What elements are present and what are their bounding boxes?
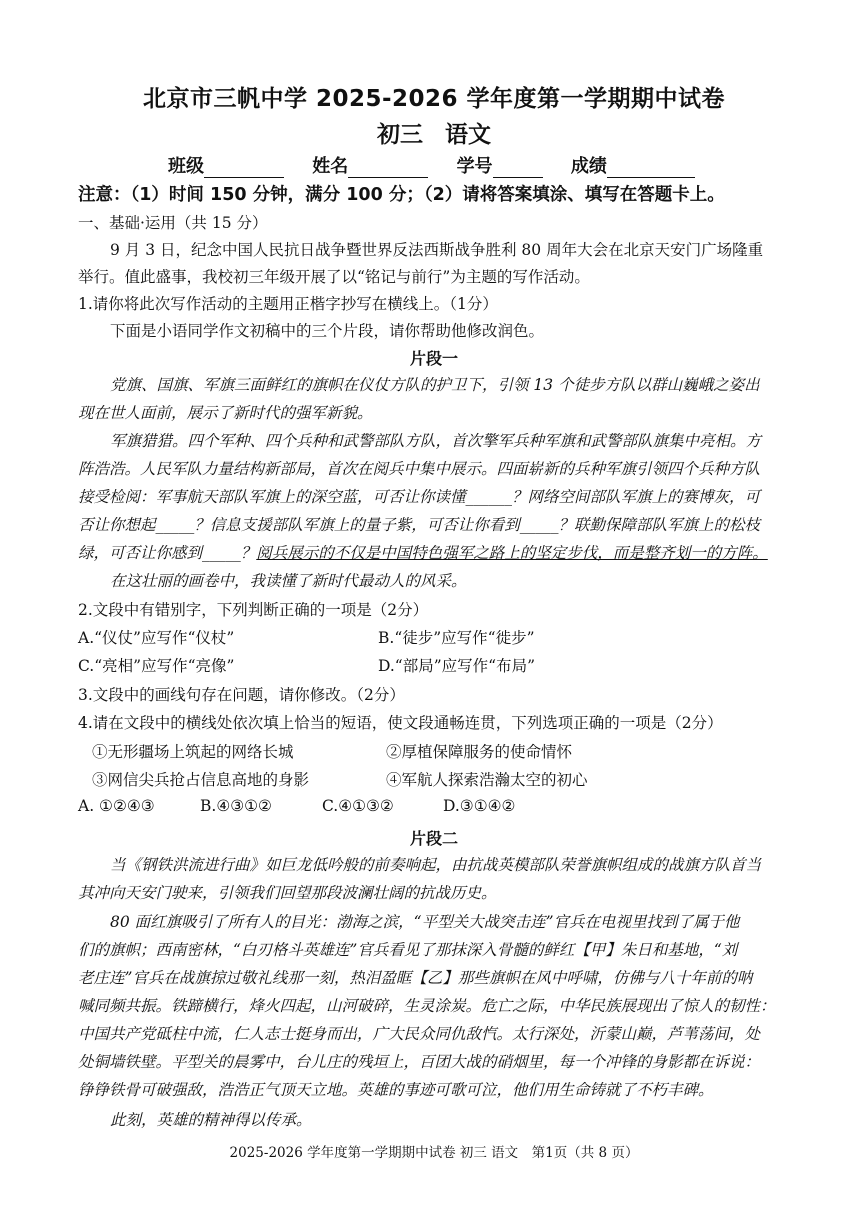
name-blank[interactable] — [348, 159, 428, 178]
q4-item-2: ②厚植保障服务的使命情怀 — [386, 743, 573, 761]
fragment-2-line: 其冲向天安门驶来，引领我们回望那段波澜壮阔的抗战历史。 — [78, 884, 497, 902]
q4-option-b[interactable]: B.④③①② — [200, 797, 272, 815]
exam-notice: 注意：（1）时间 150 分钟，满分 100 分；（2）请将答案填涂、填写在答题卡上。 — [78, 185, 725, 205]
fragment-1-line: 否让你想起_____？信息支援部队军旗上的量子紫，可否让你看到_____？联勤保障部队军旗上的松枝 — [78, 516, 761, 534]
question-1-note: 下面是小语同学作文初稿中的三个片段，请你帮助他修改润色。 — [110, 322, 545, 340]
fragment-2-heading: 片段二 — [409, 829, 458, 848]
fragment-1-line: 在这壮丽的画卷中，我读懂了新时代最动人的风采。 — [110, 572, 467, 590]
score-blank[interactable] — [607, 159, 695, 178]
score-label: 成绩 — [570, 156, 607, 177]
student-info-row — [168, 152, 717, 178]
q4-item-1: ①无形疆场上筑起的网络长城 — [92, 743, 294, 761]
fragment-2-line: 此刻，英雄的精神得以传承。 — [110, 1111, 312, 1129]
page-footer: 2025-2026 学年度第一学期期中试卷 初三 语文 第1页（共 8 页） — [229, 1145, 639, 1161]
fragment-2-line: 们的旗帜；西南密林，“白刃格斗英雄连”官兵看见了那抹深入骨髓的鲜红【甲】朱日和基地，“刘 — [78, 941, 738, 959]
intro-line-2: 举行。值此盛事，我校初三年级开展了以“铭记与前行”为主题的写作活动。 — [78, 268, 590, 286]
class-blank[interactable] — [204, 159, 284, 178]
q2-option-d[interactable]: D.“部局”应写作“布局” — [378, 657, 535, 675]
fragment-1-line: 接受检阅：军事航天部队军旗上的深空蓝，可否让你读懂______？网络空间部队军旗上的赛博灰，可 — [78, 488, 761, 506]
q4-item-4: ④军航人探索浩瀚太空的初心 — [386, 771, 588, 789]
q4-option-a[interactable]: A. ①②④③ — [78, 797, 155, 815]
score-field[interactable] — [571, 156, 695, 177]
fragment-1-line: 现在世人面前，展示了新时代的强军新貌。 — [78, 404, 373, 422]
name-field[interactable] — [312, 156, 428, 177]
question-2: 2.文段中有错别字，下列判断正确的一项是（2分） — [78, 601, 429, 619]
fragment-2-line: 当《钢铁洪流进行曲》如巨龙低吟般的前奏响起，由抗战英模部队荣誉旗帜组成的战旗方队首当 — [110, 856, 762, 874]
question-4: 4.请在文段中的横线处依次填上恰当的短语，使文段通畅连贯，下列选项正确的一项是（2分） — [78, 714, 723, 732]
question-1: 1.请你将此次写作活动的主题用正楷字抄写在横线上。（1分） — [78, 295, 498, 313]
class-field[interactable] — [168, 156, 284, 177]
name-label: 姓名 — [312, 156, 349, 177]
q4-option-c[interactable]: C.④①③② — [322, 797, 394, 815]
question-3: 3.文段中的画线句存在问题，请你修改。（2分） — [78, 686, 405, 704]
fragment-1-line: 阵浩浩。人民军队力量结构新部局，首次在阅兵中集中展示。四面崭新的兵种军旗引领四个兵种方队 — [78, 460, 761, 478]
underlined-sentence: 阅兵展示的不仅是中国特色强军之路上的坚定步伐，而是整齐划一的方阵。 — [256, 544, 768, 562]
q2-option-a[interactable]: A.“仪仗”应写作“仪杖” — [78, 629, 235, 647]
section-heading: 一、基础·运用（共 15 分） — [78, 214, 268, 232]
student-id-field[interactable] — [457, 156, 543, 177]
student-id-blank[interactable] — [493, 159, 543, 178]
class-label: 班级 — [168, 156, 204, 177]
fragment-1-line: 军旗猎猎。四个军种、四个兵种和武警部队方队，首次擎军兵种军旗和武警部队旗集中亮相。方 — [110, 432, 762, 450]
fragment-1-heading: 片段一 — [409, 349, 458, 368]
fragment-2-line: 中国共产党砥柱中流，仁人志士挺身而出，广大民众同仇敌忾。太行深处，沂蒙山巅，芦苇荡间，处 — [78, 1025, 761, 1043]
intro-line-1: 9 月 3 日，纪念中国人民抗日战争暨世界反法西斯战争胜利 80 周年大会在北京天安门广场隆重 — [110, 241, 764, 259]
fragment-2-line: 铮铮铁骨可破强敌，浩浩正气顶天立地。英雄的事迹可歌可泣，他们用生命铸就了不朽丰碑。 — [78, 1081, 714, 1099]
q4-option-d[interactable]: D.③①④② — [443, 797, 516, 815]
fragment-2-line: 处铜墙铁壁。平型关的晨雾中，台儿庄的残垣上，百团大战的硝烟里，每一个冲锋的身影都在诉说： — [78, 1053, 761, 1071]
fragment-2-line: 80 面红旗吸引了所有人的目光：渤海之滨，“平型关大战突击连”官兵在电视里找到了属于他 — [110, 913, 740, 931]
q2-option-b[interactable]: B.“徒步”应写作“徙步” — [378, 629, 535, 647]
fragment-1-line: 党旗、国旗、军旗三面鲜红的旗帜在仪仗方队的护卫下，引领 13 个徒步方队以群山巍峨之姿出 — [110, 376, 760, 394]
q4-item-3: ③网信尖兵抢占信息高地的身影 — [92, 771, 310, 789]
fragment-2-line: 喊同频共振。铁蹄横行，烽火四起，山河破碎，生灵涂炭。危亡之际，中华民族展现出了惊人的韧性： — [78, 997, 776, 1015]
q2-option-c[interactable]: C.“亮相”应写作“亮像” — [78, 657, 235, 675]
page-title: 北京市三帆中学 2025-2026 学年度第一学期期中试卷 — [142, 86, 726, 112]
fragment-2-line: 老庄连”官兵在战旗掠过敬礼线那一刻，热泪盈眶【乙】那些旗帜在风中呼啸，仿佛与八十年前的呐 — [78, 969, 753, 987]
exam-subject: 初三 语文 — [376, 122, 491, 148]
fragment-1-underlined-line: 绿，可否让你感到_____？阅兵展示的不仅是中国特色强军之路上的坚定步伐，而是整齐划一的方阵。 — [78, 544, 768, 562]
student-id-label: 学号 — [456, 156, 493, 177]
